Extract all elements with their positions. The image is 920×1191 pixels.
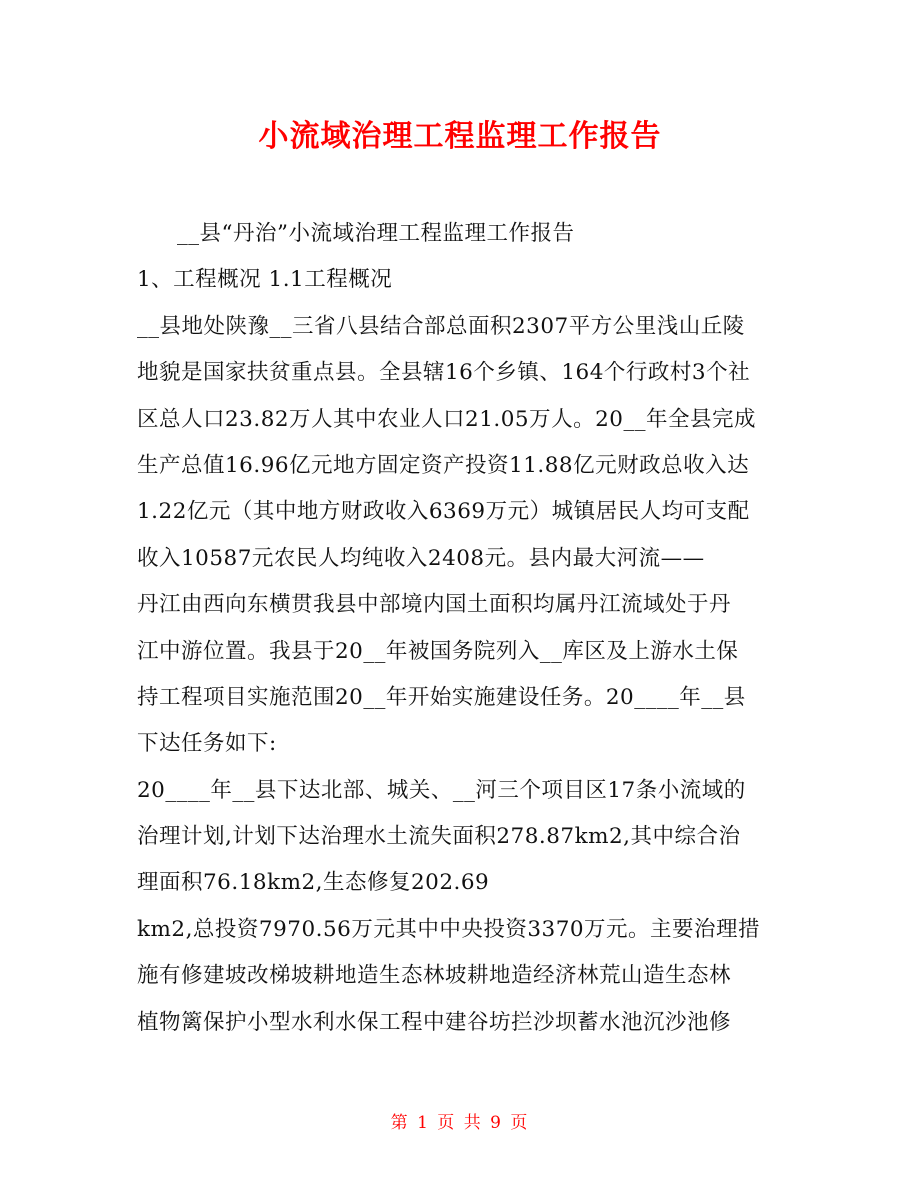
- document-body: [137, 211, 787, 1046]
- body-line: 1、工程概况 1.1工程概况: [137, 267, 393, 293]
- body-line: 施有修建坡改梯坡耕地造生态林坡耕地造经济林荒山造生态林: [137, 963, 732, 989]
- body-line: __县地处陕豫__三省八县结合部总面积2307平方公里浅山丘陵: [137, 313, 745, 339]
- body-line: 收入10587元农民人均纯收入2408元。县内最大河流——: [137, 545, 705, 571]
- body-line: 区总人口23.82万人其中农业人口21.05万人。20__年全县完成: [137, 406, 756, 432]
- body-line: 20____年__县下达北部、城关、__河三个项目区17条小流域的: [137, 777, 746, 803]
- body-line: 江中游位置。我县于20__年被国务院列入__库区及上游水土保: [137, 638, 739, 664]
- body-line: 治理计划,计划下达治理水土流失面积278.87km2,其中综合治: [137, 824, 741, 850]
- body-line: 地貌是国家扶贫重点县。全县辖16个乡镇、164个行政村3个社: [137, 360, 751, 386]
- body-line: 1.22亿元（其中地方财政收入6369万元）城镇居民人均可支配: [137, 499, 750, 525]
- body-line: 理面积76.18km2,生态修复202.69: [137, 870, 490, 896]
- document-title: 小流域治理工程监理工作报告: [258, 119, 662, 154]
- body-line: 生产总值16.96亿元地方固定资产投资11.88亿元财政总收入达: [137, 452, 750, 478]
- body-line: 植物篱保护小型水利水保工程中建谷坊拦沙坝蓄水池沉沙池修: [137, 1009, 732, 1035]
- page-footer: 第 1 页 共 9 页: [390, 1113, 530, 1133]
- body-line: 持工程项目实施范围20__年开始实施建设任务。20____年__县: [137, 684, 746, 710]
- body-line: 丹江由西向东横贯我县中部境内国土面积均属丹江流域处于丹: [137, 592, 732, 618]
- body-line: __县“丹治”小流域治理工程监理工作报告: [177, 221, 575, 246]
- body-line: 下达任务如下:: [137, 731, 277, 757]
- body-line: km2,总投资7970.56万元其中中央投资3370万元。主要治理措: [137, 916, 761, 942]
